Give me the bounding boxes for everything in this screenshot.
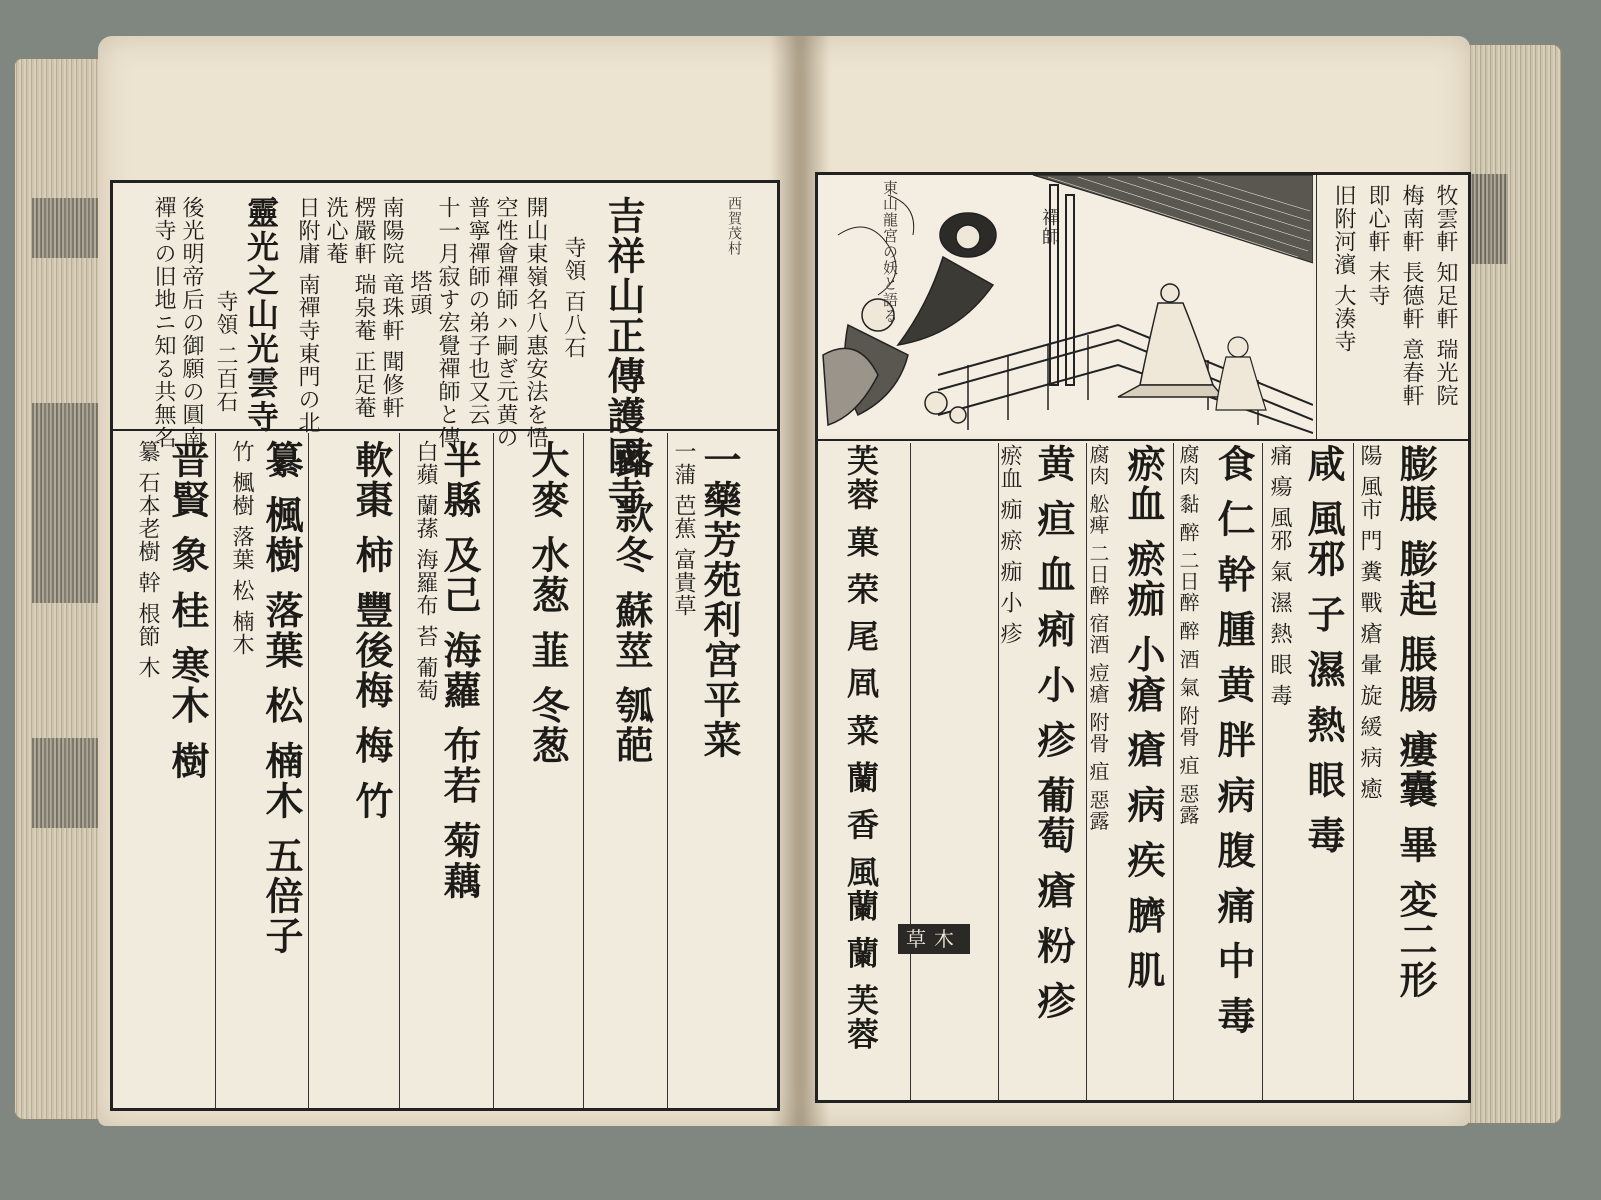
edge-ink-band	[32, 403, 104, 603]
subtemple-list: 旧附河濱 大湊寺	[1331, 184, 1356, 353]
temple-text-line: 後光明帝后の御願の圓南	[179, 196, 204, 449]
column-rule	[215, 433, 216, 1108]
dictionary-entry-column: 晋賢 象 桂 寒木 樹	[165, 440, 210, 781]
column-rule	[1316, 175, 1317, 439]
temple-text-line: 楞嚴軒 瑞泉菴 正足菴	[351, 196, 376, 419]
edge-ink-band	[1468, 174, 1508, 264]
dictionary-entry-column: 痛 瘍 風邪 氣 濕 熱 眼 毒	[1267, 444, 1292, 707]
dictionary-entry-column: 一蒲 芭蕉 富貴草	[671, 440, 696, 617]
illustration-caption: 禪師	[1039, 208, 1060, 246]
temple-text-line: 寺領 二百石	[213, 290, 238, 413]
illustration-caption: 東山龍宮の妖と語る	[881, 180, 899, 324]
temple-text-line: 日附庸 南禪寺東門の北	[295, 196, 320, 434]
subtemple-list: 即心軒 末寺	[1365, 184, 1390, 307]
temple-text-line: 開山東嶺名八惠安法を悟	[523, 196, 548, 449]
column-rule	[1262, 443, 1263, 1100]
temple-text-line: 十一月寂す宏覺禪師と傳	[435, 196, 460, 449]
temple-text-line: 洗心菴	[323, 196, 348, 265]
section-badge	[898, 924, 970, 954]
subtemple-list: 梅南軒 長德軒 意春軒	[1399, 184, 1424, 407]
left-fore-edge	[14, 58, 104, 1120]
dictionary-entry-column: 黄 疸 血 痢 小 疹 葡萄 瘡 粉 疹	[1031, 444, 1076, 1022]
dictionary-entry-column: 咸 風邪 子 濕 熱 眼 毒	[1301, 444, 1346, 856]
edge-ink-band	[32, 198, 104, 258]
temple-text-line: 寺領 百八石	[561, 236, 586, 359]
temple-text-line: 禪寺の旧地ニ知る共無名	[151, 196, 176, 449]
dictionary-entry-column: 半縣 及己 海蘿 布若 菊藕	[437, 440, 482, 901]
dictionary-entry-column: 蕗 款冬 蘇莖 瓠葩	[609, 440, 654, 766]
subtemple-list: 牧雲軒 知足軒 瑞光院	[1433, 184, 1458, 407]
temple-title: 靈光之山光雲寺	[242, 196, 280, 434]
temple-title: 吉祥山正傳護國寺	[601, 196, 646, 516]
dictionary-entry-column: 瘀血 痂 瘀 痂 小 疹	[997, 444, 1022, 645]
column-rule	[910, 443, 911, 1100]
dictionary-entry-column: 陽 風市 門 糞 戰 瘡 暈 旋 緩 病 癒	[1357, 444, 1382, 800]
right-fore-edge	[1468, 44, 1562, 1124]
column-rule	[583, 433, 584, 1108]
column-rule	[399, 433, 400, 1108]
section-badge-label: 草木	[906, 927, 962, 951]
temple-text-line: 普寧禪師の弟子也又云	[465, 196, 490, 426]
column-rule	[493, 433, 494, 1108]
dictionary-entry-column: 腐肉 黏 醉 二日醉 醉 酒 氣 附骨 疽 惡露	[1176, 444, 1200, 826]
temple-text-line: 空性會禪師ハ嗣ぎ元黄の	[493, 196, 518, 449]
dictionary-entry-column: 白蘋 蘭蓀 海羅布 苔 葡萄	[413, 440, 438, 702]
location-note: 西賀茂村	[726, 196, 742, 256]
dictionary-entry-column: 纂 楓樹 落葉 松 楠木 五倍子	[259, 440, 304, 957]
dictionary-entry-column: 軟棗 柿 豐後梅 梅 竹	[349, 440, 394, 821]
temple-text-line: 南陽院 竜珠軒 聞修軒	[379, 196, 404, 419]
dictionary-entry-column: 食 仁 幹 腫 黄 胖 病 腹 痛 中 毒	[1211, 444, 1256, 1037]
dictionary-entry-column: 大麥 水葱 韮 冬葱	[525, 440, 570, 766]
dictionary-entry-column: 瘀血 瘀痂 小瘡 瘡 病 疾 臍 肌	[1121, 444, 1166, 991]
dictionary-entry-column: 一藥芳苑利宮平菜	[697, 440, 742, 760]
dictionary-entry-column: 竹 楓樹 落葉 松 楠木	[229, 440, 254, 656]
dictionary-entry-column: 腐肉 舩痺 二日醉 宿酒 痘瘡 附骨 疽 惡露	[1086, 444, 1110, 832]
section-divider	[818, 439, 1468, 441]
dictionary-entry-column: 芙蓉 菓 荣 尾 凮 菜 蘭 香 風蘭 蘭 芙蓉	[842, 444, 880, 1052]
edge-ink-band	[32, 738, 104, 828]
dictionary-entry-column: 纂 石本老樹 幹 根節 木	[135, 440, 160, 679]
temple-text-line: 塔頭	[407, 270, 432, 316]
dictionary-entry-column: 膨脹 膨起 脹腸 瘻囊 畢 変二形	[1393, 444, 1438, 1001]
